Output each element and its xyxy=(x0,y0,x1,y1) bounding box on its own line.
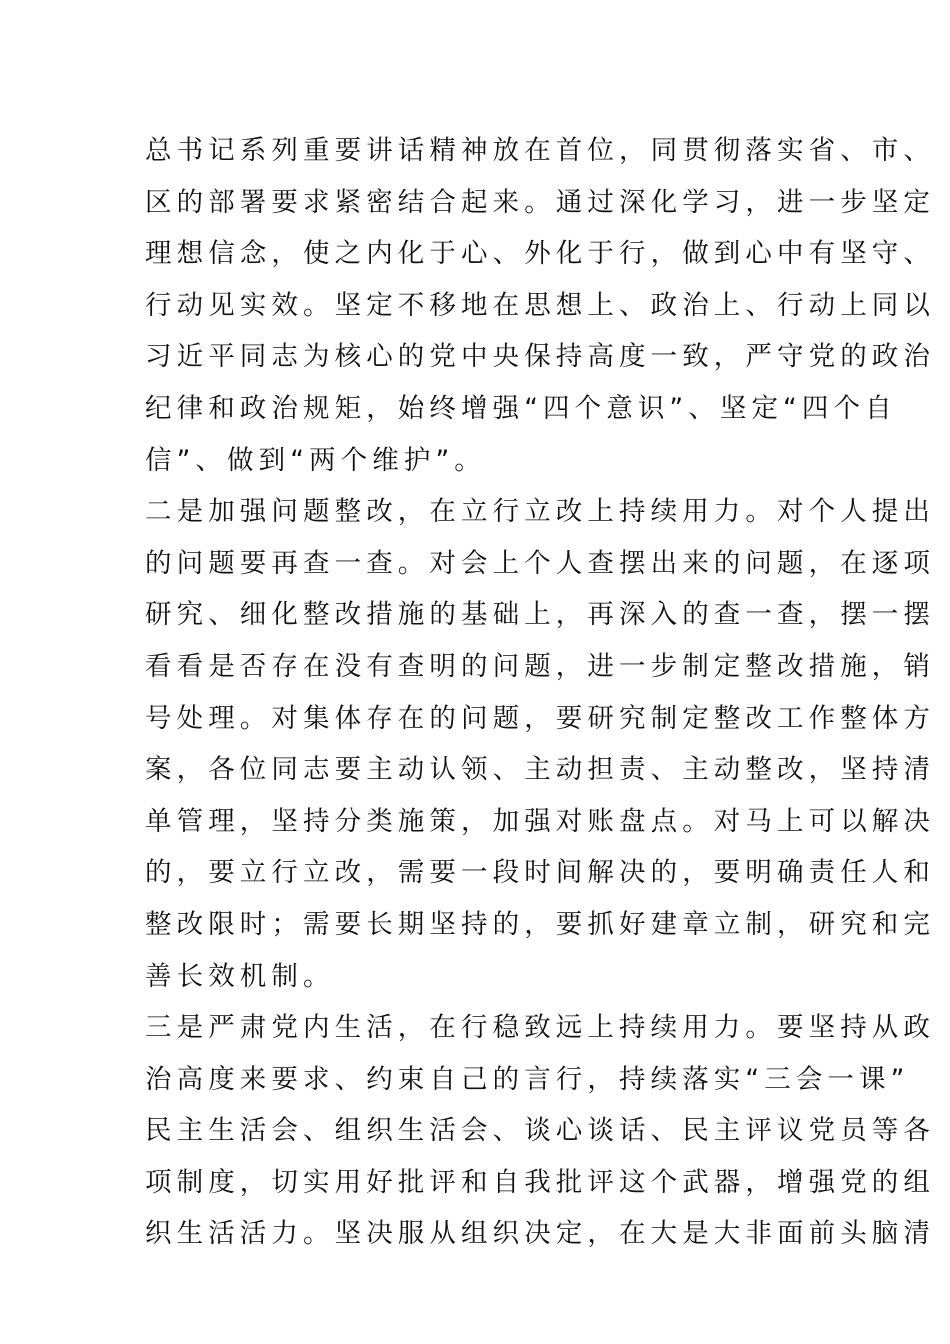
text-line: 整改限时；需要长期坚持的，要抓好建章立制，研究和完 xyxy=(145,908,935,940)
text-line: 理想信念，使之内化于心、外化于行，做到心中有坚守、 xyxy=(145,238,935,270)
text-line: 看看是否存在没有查明的问题，进一步制定整改措施，销 xyxy=(145,650,935,682)
text-line: 治高度来要求、约束自己的言行，持续落实“三会一课” xyxy=(145,1063,910,1095)
text-line: 单管理，坚持分类施策，加强对账盘点。对马上可以解决 xyxy=(145,805,935,837)
text-line: 纪律和政治规矩，始终增强“四个意识”、坚定“四个自 xyxy=(145,392,897,424)
section-heading-line: 三是严肃党内生活，在行稳致远上持续用力。要坚持从政 xyxy=(145,1012,935,1044)
text-line: 民主生活会、组织生活会、谈心谈话、民主评议党员等各 xyxy=(145,1115,935,1147)
text-line: 习近平同志为核心的党中央保持高度一致，严守党的政治 xyxy=(145,341,935,373)
text-line: 织生活活力。坚决服从组织决定，在大是大非面前头脑清 xyxy=(145,1218,935,1250)
text-line: 的问题要再查一查。对会上个人查摆出来的问题，在逐项 xyxy=(145,547,935,579)
text-line: 研究、细化整改措施的基础上，再深入的查一查，摆一摆 xyxy=(145,599,935,631)
text-line: 善长效机制。 xyxy=(145,960,335,992)
text-line: 信”、做到“两个维护”。 xyxy=(145,444,486,476)
text-line: 号处理。对集体存在的问题，要研究制定整改工作整体方 xyxy=(145,702,935,734)
text-line: 项制度，切实用好批评和自我批评这个武器，增强党的组 xyxy=(145,1166,935,1198)
text-line: 区的部署要求紧密结合起来。通过深化学习，进一步坚定 xyxy=(145,186,935,218)
body-text xyxy=(145,125,935,1260)
section-heading-line: 二是加强问题整改，在立行立改上持续用力。对个人提出 xyxy=(145,496,935,528)
text-line: 行动见实效。坚定不移地在思想上、政治上、行动上同以 xyxy=(145,289,935,321)
text-line: 总书记系列重要讲话精神放在首位，同贯彻落实省、市、 xyxy=(145,135,935,166)
text-line: 案，各位同志要主动认领、主动担责、主动整改，坚持清 xyxy=(145,754,935,786)
text-line: 的，要立行立改，需要一段时间解决的，要明确责任人和 xyxy=(145,857,935,889)
